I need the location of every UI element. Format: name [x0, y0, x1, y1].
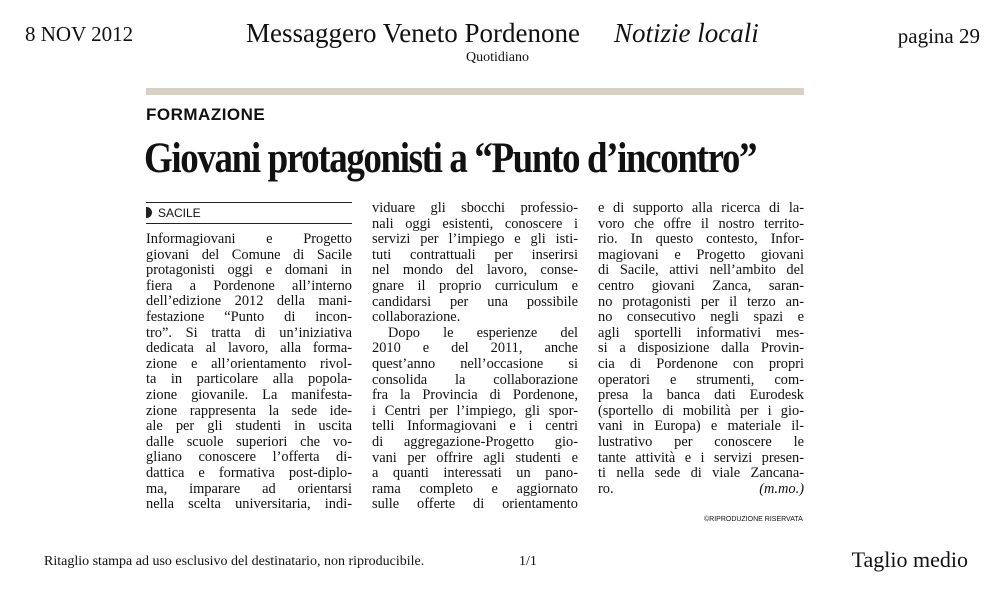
text-line: consolida la collaborazione: [372, 371, 578, 388]
text-line: dattica e formativa post-diplo-: [146, 464, 352, 481]
text-line: operatori e strumenti, com-: [598, 371, 804, 388]
text-line: no protagonisti per il terzo an-: [598, 293, 804, 310]
text-line: dedicata al lavoro, alla forma-: [146, 340, 352, 357]
text-line: tro”. Si tratta di un’iniziativa: [146, 324, 352, 341]
article-column-1: [146, 232, 352, 513]
text-line: tuti contrattuali per inserirsi: [372, 246, 578, 263]
text-line: servizi per l’impiego e gli isti-: [372, 231, 578, 248]
text-line-with-signature: [598, 482, 804, 498]
article-headline: Giovani protagonisti a “Punto d’incontro”: [144, 135, 757, 182]
section-name: Notizie locali: [614, 18, 759, 48]
text-line: cia di Pordenone con propri: [598, 355, 804, 372]
text-line: ro.: [598, 480, 614, 497]
text-line: voro che offre il nostro territo-: [598, 215, 804, 232]
author-signature: (m.mo.): [759, 480, 804, 497]
text-line: rio. In questo contesto, Infor-: [598, 231, 804, 248]
text-line: 2010 e del 2011, anche: [372, 340, 578, 357]
location-tag: [146, 202, 352, 224]
text-line: ma, imparare ad orientarsi: [146, 480, 352, 497]
text-line: vani in Europa) e materiale il-: [598, 418, 804, 435]
text-line: candidarsi per una possibile: [372, 293, 578, 310]
text-line: a quanti interessati un pano-: [372, 465, 578, 482]
publication-name: Messaggero Veneto Pordenone: [246, 18, 580, 48]
text-line: presa la banca dati Eurodesk: [598, 387, 804, 404]
text-line: di Sacile, attivi nell’ambito del: [598, 262, 804, 279]
text-line: gnare il proprio curriculum e: [372, 277, 578, 294]
text-line: vani per offrire agli studenti e: [372, 449, 578, 466]
location-label: SACILE: [158, 206, 201, 220]
text-line: dell’edizione 2012 della mani-: [146, 293, 352, 310]
text-line: telli Informagiovani e i centri: [372, 418, 578, 435]
usage-notice: Ritaglio stampa ad uso esclusivo del destinatario, non riproducibile.: [44, 554, 425, 569]
article-column-2: [372, 201, 578, 513]
text-line: e di supporto alla ricerca di la-: [598, 200, 804, 216]
text-line: viduare gli sbocchi professio-: [372, 200, 578, 216]
text-line: nella scelta universitaria, indi-: [146, 496, 352, 513]
text-line: centro giovani Zanca, saran-: [598, 277, 804, 294]
page-count: 1/1: [519, 554, 537, 569]
text-line: ti nella sede di viale Zancana-: [598, 465, 804, 482]
publication-date: 8 NOV 2012: [25, 22, 134, 46]
text-line: ta in particolare alla popola-: [146, 371, 352, 388]
text-line: fra la Provincia di Pordenone,: [372, 387, 578, 404]
text-line: gliano conoscere l’offerta di-: [146, 449, 352, 466]
text-line: zione e all’orientamento rivol-: [146, 355, 352, 372]
text-line: lustrativo per conoscere le: [598, 433, 804, 450]
text-line: sulle offerte di orientamento: [372, 496, 578, 513]
text-line: zione giovanile. La manifesta-: [146, 386, 352, 403]
article-kicker: FORMAZIONE: [146, 105, 266, 124]
text-line: zione rappresenta la sede ide-: [146, 402, 352, 419]
text-line: collaborazione.: [372, 309, 461, 326]
text-line: protagonisti oggi e domani in: [146, 262, 352, 279]
text-line: no consecutivo negli spazi e: [598, 309, 804, 326]
text-line: quest’anno nell’occasione si: [372, 355, 578, 372]
text-line: rama completo e aggiornato: [372, 480, 578, 497]
text-line: nali oggi esistenti, conoscere i: [372, 215, 578, 232]
article-column-3: [598, 201, 804, 497]
text-line: Informagiovani e Progetto: [146, 231, 352, 247]
copyright-notice: ©RIPRODUZIONE RISERVATA: [704, 516, 803, 523]
text-line: i Centri per l’impiego, gli spor-: [372, 402, 578, 419]
text-line: magiovani e Progetto giovani: [598, 246, 804, 263]
publication-frequency: Quotidiano: [466, 50, 529, 65]
text-line: dalle scuole superiori che vo-: [146, 433, 352, 450]
text-line: si a disposizione dalla Provin-: [598, 340, 804, 357]
article-top-rule: [146, 88, 804, 95]
text-line: fiera a Pordenone all’interno: [146, 277, 352, 294]
page-number: pagina 29: [897, 24, 980, 48]
location-marker-icon: [146, 207, 152, 218]
text-line: ale per gli studenti in uscita: [146, 418, 352, 435]
text-line: (sportello di mobilità per i gio-: [598, 402, 804, 419]
text-line: nel mondo del lavoro, conse-: [372, 262, 578, 279]
text-line: di aggregazione-Progetto gio-: [372, 433, 578, 450]
text-line: giovani del Comune di Sacile: [146, 246, 352, 263]
text-line: agli sportelli informativi mes-: [598, 324, 804, 341]
text-line: festazione “Punto di incon-: [146, 308, 352, 325]
text-line: tante attività e i servizi presen-: [598, 449, 804, 466]
clip-size-label: Taglio medio: [851, 547, 968, 572]
text-line: Dopo le esperienze del: [388, 324, 578, 341]
